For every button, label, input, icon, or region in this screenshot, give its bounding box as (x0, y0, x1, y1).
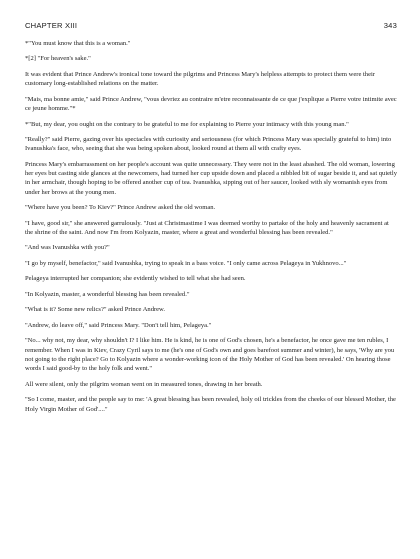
body-paragraph: "So I come, master, and the people say to me: 'A great blessing has been revealed, holy oil trickles from the cheeks of our blessed Mother, the Holy Virgin Mother of God'...." (25, 396, 396, 413)
body-paragraph: "Andrew, do leave off," said Princess Mary. "Don't tell him, Pelageya." (25, 321, 212, 329)
body-paragraph: "In Kolyazin, master, a wonderful blessing has been revealed." (25, 290, 190, 298)
body-paragraph: "Where have you been? To Kiev?" Prince Andrew asked the old woman. (25, 204, 216, 212)
body-paragraph: "Mais, ma bonne amie," said Prince Andrew, "vous devriez au contraire m'etre reconnaissante de ce que j'explique a Pierre votre intimite avec ce jeune homme."* (25, 95, 397, 113)
body-paragraph: All were silent, only the pilgrim woman went on in measured tones, drawing in her breath. (25, 380, 263, 388)
footnote-paragraph: *"You must know that this is a woman." (25, 40, 131, 47)
body-paragraph: "I have, good sir," she answered garrulously. "Just at Christmastime I was deemed worthy to partake of the holy and heavenly sacrament at the shrine of the saint. And now I'm from Kolyazin, master, where a great and wonderful blessing has been revealed." (25, 219, 389, 236)
body-paragraph: Pelageya interrupted her companion; she evidently wished to tell what she had seen. (25, 275, 246, 283)
chapter-heading: CHAPTER XIII (25, 21, 78, 30)
body-paragraph: "And was Ivanushka with you?" (25, 244, 110, 252)
body-paragraph: Princess Mary's embarrassment on her people's account was quite unnecessary. They were not in the least abashed. The old woman, lowering her eyes but casting side glances at the newcomers, had turned her cup upside down and placed a nibbled bit of sugar beside it, and sat quietly in her armchair, though hoping to be offered another cup of tea. Ivanushka, sipping out of her saucer, looked with sly womanish eyes from under her brows at the young men. (25, 160, 397, 196)
body-paragraph: "Really?" said Pierre, gazing over his spectacles with curiosity and seriousness (for which Princess Mary was specially grateful to him) into Ivanushka's face, who, seeing that she was being spoken about, looked round at them all with crafty eyes. (25, 136, 392, 153)
body-text (25, 39, 397, 414)
running-header (25, 21, 397, 30)
body-paragraph: "What is it? Some new relics?" asked Prince Andrew. (25, 306, 166, 314)
body-paragraph: It was evident that Prince Andrew's ironical tone toward the pilgrims and Princess Mary's helpless attempts to protect them were their customary long-established relations on the matter. (25, 70, 375, 88)
page-number: 343 (383, 21, 397, 30)
footnote-paragraph: *"But, my dear, you ought on the contrary to be grateful to me for explaining to Pierre your intimacy with this young man." (25, 120, 349, 128)
body-paragraph: "No... why not, my dear, why shouldn't I? I like him. He is kind, he is one of God's chosen, he's a benefactor, he once gave me ten rubles, I remember. When I was in Kiev, Crazy Cyril says to me (he's one of God's own and goes barefoot summer and winter), he says, 'Why are you not going to the right place? Go to Kolyazin where a wonder-working icon of the Holy Mother of God has been revealed.' On hearing those words I said good-by to the holy folk and went." (25, 337, 395, 373)
footnote-paragraph: *[2] "For heaven's sake." (25, 55, 91, 63)
body-paragraph: "I go by myself, benefactor," said Ivanushka, trying to speak in a bass voice. "I only came across Pelageya in Yukhnovo..." (25, 259, 347, 267)
